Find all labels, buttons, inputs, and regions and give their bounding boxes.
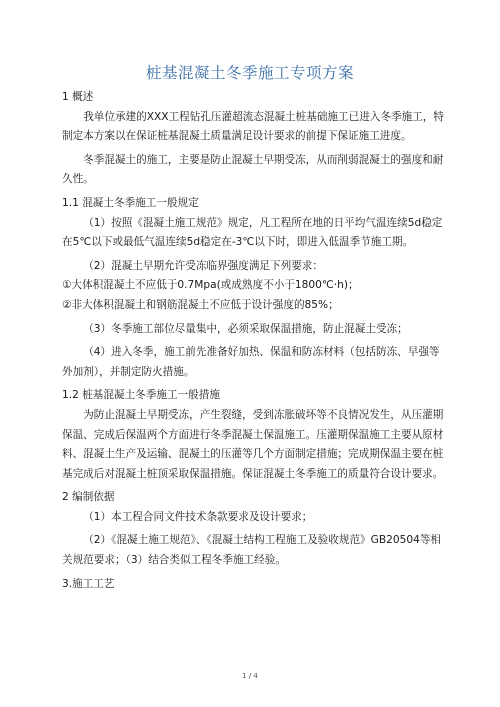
paragraph: （1）按照《混凝土施工规范》规定，凡工程所在地的日平均气温连续5d稳定在5℃以下或最低气温连续5d稳定在-3℃以下时，即进入低温季节施工期。 [62, 216, 443, 249]
list-item: ①大体积混凝土不应低于0.7Mpa(或成熟度不小于1800℃·h)； [62, 279, 359, 292]
document-body [62, 84, 450, 594]
section-heading-basis: 2 编制依据 [62, 491, 115, 504]
paragraph: （4）进入冬季，施工前先准备好加热、保温和防冻材料（包括防冻、早强等外加剂），并制定防火措施。 [62, 346, 440, 378]
page-number: 1 / 4 [242, 672, 258, 680]
section-heading-process: 3.施工工艺 [62, 577, 115, 590]
paragraph: （2）混凝土早期允许受冻临界强度满足下列要求： [83, 259, 323, 272]
section-heading-overview: 1 概述 [62, 91, 94, 103]
paragraph: 为防止混凝土早期受冻，产生裂缝，受到冻胀破坏等不良情况发生，从压灌期保温、完成后保温两个方面进行冬季混凝土保温施工。压灌期保温施工主要从原材料、混凝土生产及运输、混凝土的压灌等几个方面制定措施；完成期保温主要在桩基完成后对混凝土桩顶采取保温措施。保证混凝土冬季施工的质量符合设计要求。 [62, 408, 444, 480]
list-item: ②非大体积混凝土和钢筋混凝土不应低于设计强度的85%； [62, 298, 339, 311]
paragraph: （2）《混凝土施工规范》、《混凝土结构工程施工及验收规范》GB20504等相关规范要求；（3）结合类似工程冬季施工经验。 [62, 534, 442, 567]
section-heading-general-measures: 1.2 桩基混凝土冬季施工一般措施 [62, 389, 220, 402]
document-title: 桩基混凝土冬季施工专项方案 [145, 64, 354, 82]
paragraph: 我单位承建的XXX工程钻孔压灌超流态混凝土桩基础施工已进入冬季施工，特制定本方案以在保证桩基混凝土质量满足设计要求的前提下保证施工进度。 [62, 110, 444, 143]
paragraph: （3）冬季施工部位尽量集中，必须采取保温措施，防止混凝土受冻； [83, 322, 408, 335]
paragraph: 冬季混凝土的施工，主要是防止混凝土早期受冻，从而削弱混凝土的强度和耐久性。 [62, 153, 444, 186]
paragraph: （1）本工程合同文件技术条款要求及设计要求； [83, 510, 313, 523]
section-heading-general-rules: 1.1 混凝土冬季施工一般规定 [62, 196, 199, 209]
